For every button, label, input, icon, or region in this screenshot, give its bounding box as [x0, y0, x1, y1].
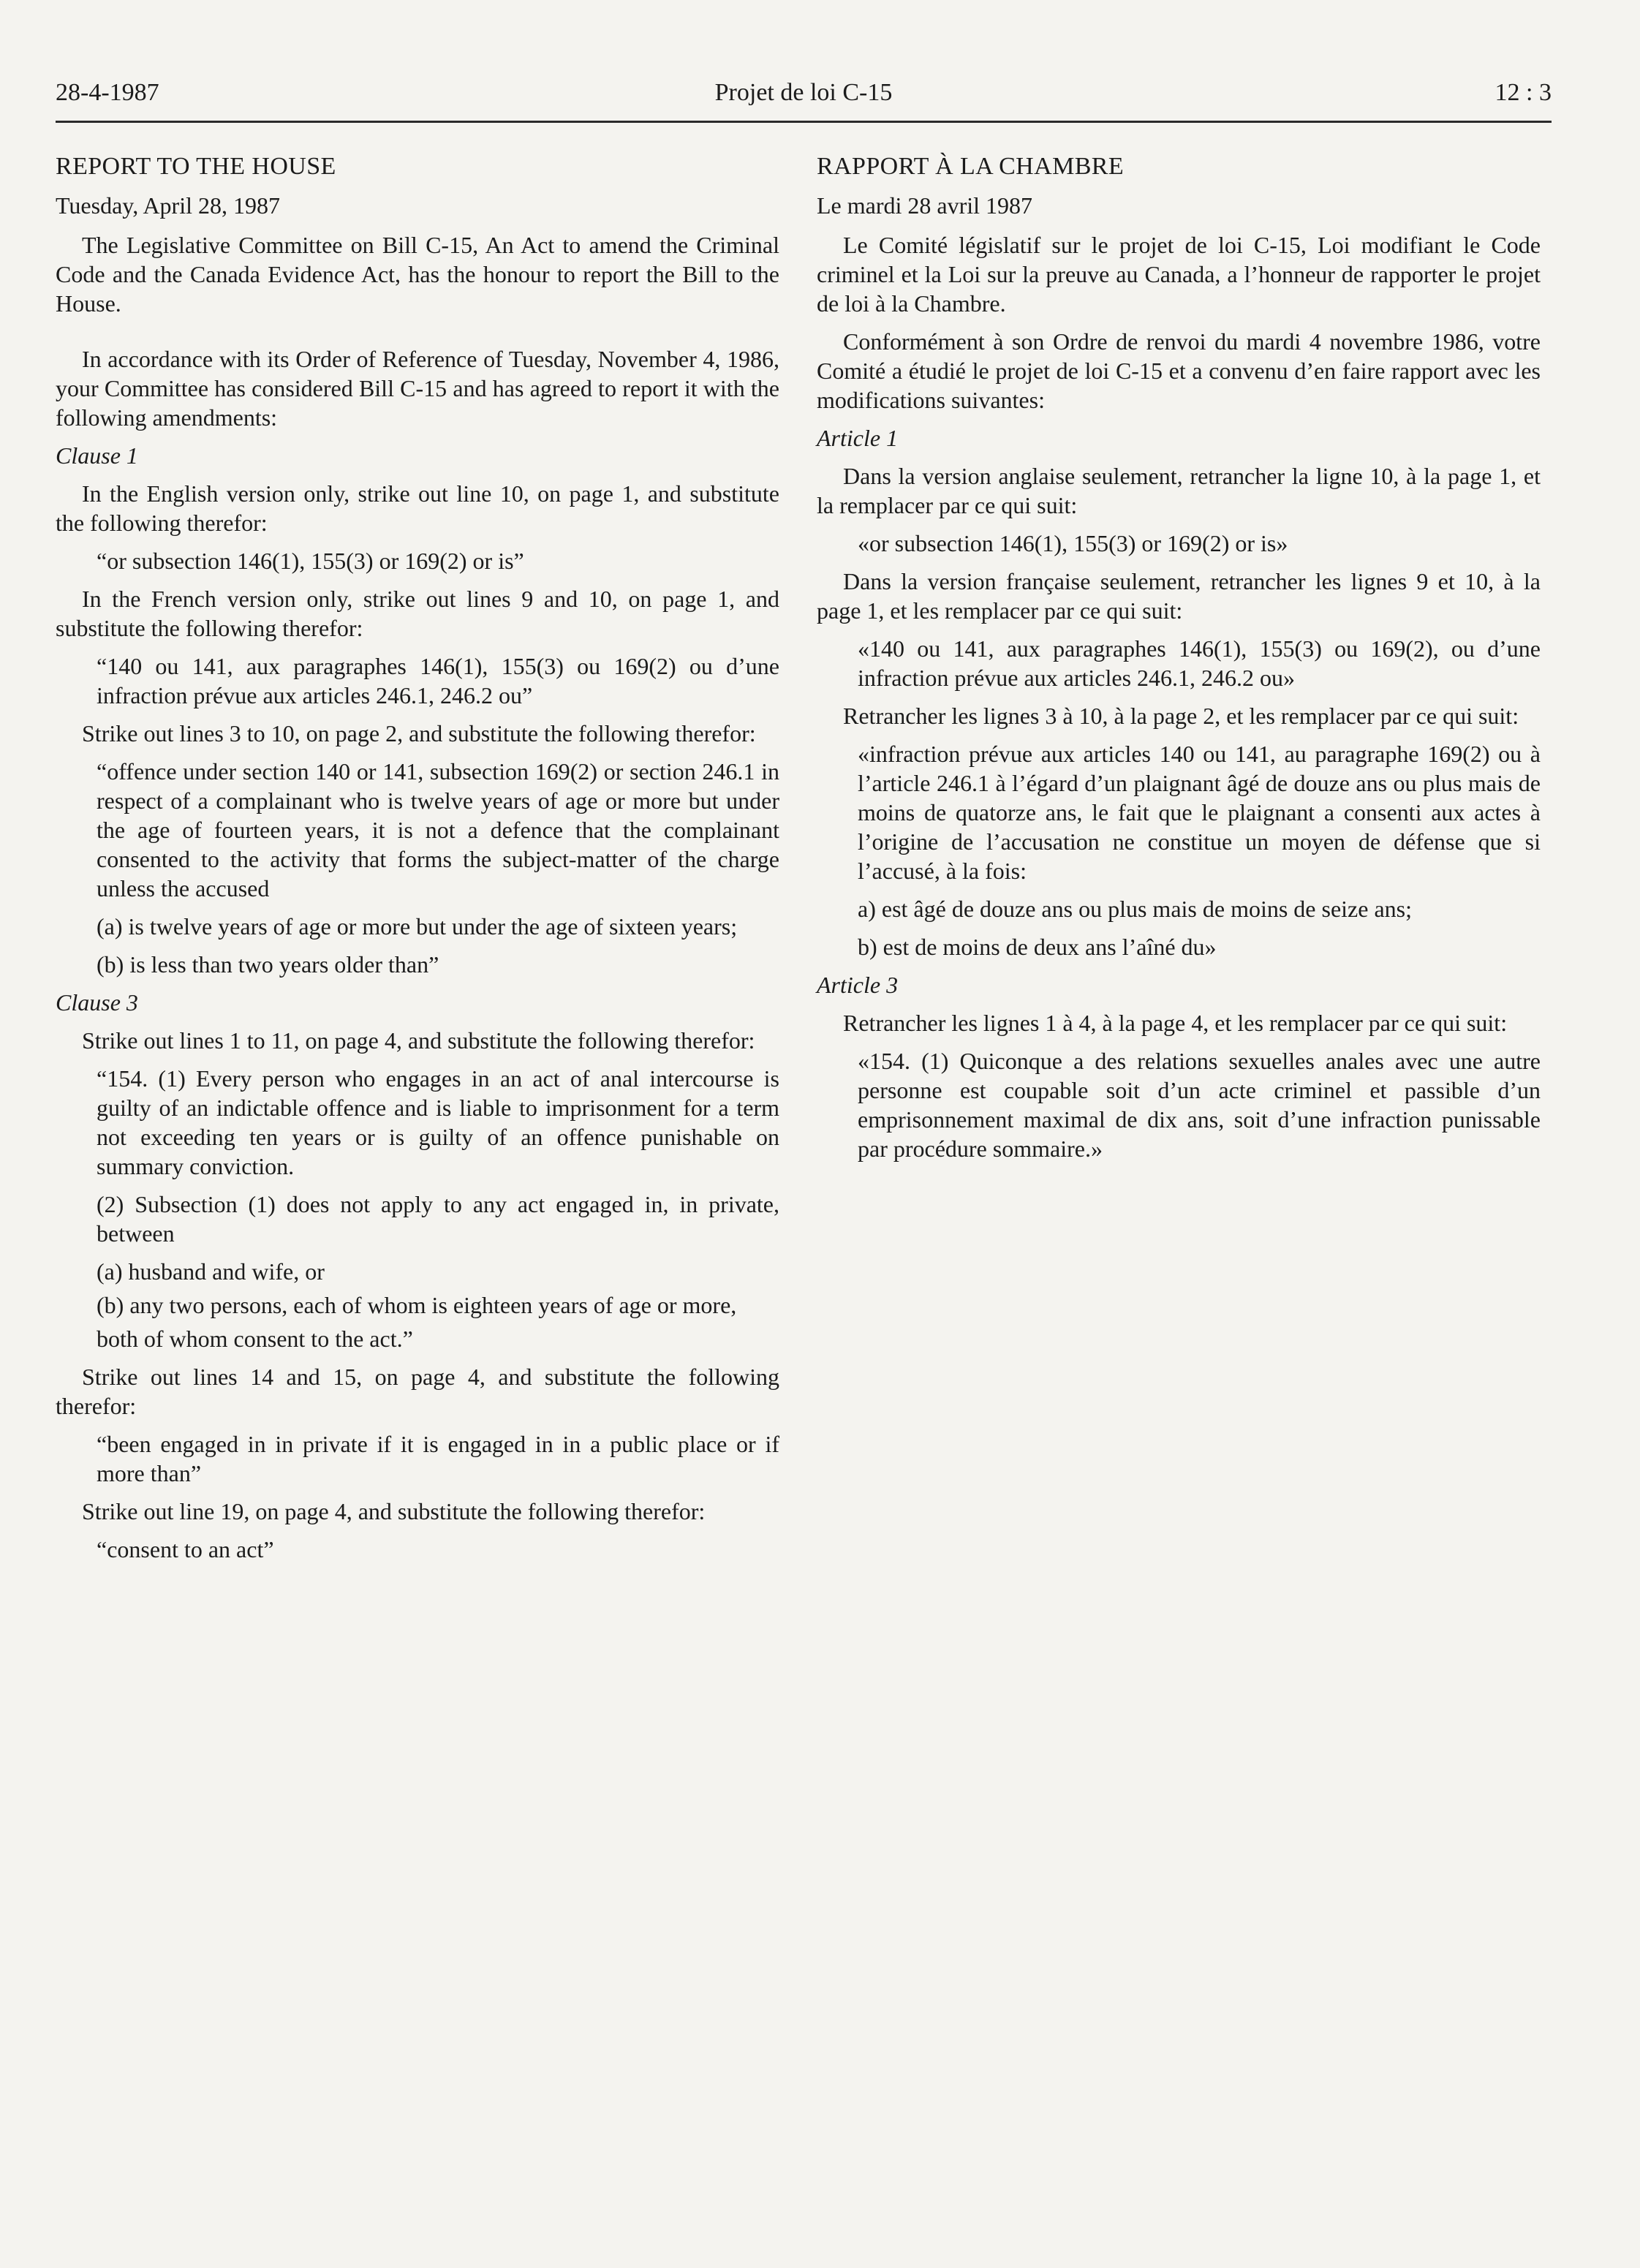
amendment-quote: both of whom consent to the act.”: [97, 1326, 413, 1352]
header-page-number: 12 : 3: [1494, 79, 1552, 106]
amendment-quote: (2) Subsection (1) does not apply to any act engaged in, in private, between: [97, 1191, 779, 1247]
intro-paragraph: Le Comité législatif sur le projet de loi C-15, Loi modifiant le Code criminel et la Loi sur la preuve au Canada, a l’honneur de rapporter le projet de loi à la Chambre.: [817, 232, 1541, 317]
report-date: Le mardi 28 avril 1987: [817, 192, 1033, 219]
header-rule: [56, 121, 1552, 123]
amendment-instruction: Strike out lines 1 to 11, on page 4, and substitute the following therefor:: [82, 1027, 755, 1054]
report-heading: REPORT TO THE HOUSE: [56, 153, 336, 180]
clause-heading: Article 1: [817, 425, 899, 451]
clause-heading: Clause 1: [56, 442, 138, 469]
amendment-quote: “been engaged in in private if it is engaged in in a public place or if more than”: [97, 1431, 779, 1486]
amendment-instruction: In the French version only, strike out lines 9 and 10, on page 1, and substitute the following therefor:: [56, 586, 779, 641]
amendment-instruction: Retrancher les lignes 1 à 4, à la page 4, et les remplacer par ce qui suit:: [843, 1010, 1508, 1036]
amendment-quote: «infraction prévue aux articles 140 ou 141, au paragraphe 169(2) ou à l’article 246.1 à l’égard d’un plaignant âgé de douze ans ou plus mais de moins de quatorze ans, le fait que le plaignant a consenti aux actes à l’origine de l’accusation ne constitue un moyen de défense que si l’accusé, à la fois:: [858, 741, 1541, 884]
amendment-quote: “or subsection 146(1), 155(3) or 169(2) or is”: [97, 548, 524, 574]
amendment-quote-item: b) est de moins de deux ans l’aîné du»: [858, 934, 1217, 960]
order-paragraph: In accordance with its Order of Reference of Tuesday, November 4, 1986, your Committee has considered Bill C-15 and has agreed to report it with the following amendments:: [56, 346, 779, 431]
page-header: [56, 79, 1552, 123]
clause-heading: Clause 3: [56, 989, 138, 1016]
amendment-quote-item: (a) is twelve years of age or more but under the age of sixteen years;: [97, 913, 738, 940]
amendment-instruction: Dans la version anglaise seulement, retrancher la ligne 10, à la page 1, et la remplacer par ce qui suit:: [817, 463, 1541, 518]
amendment-quote: “consent to an act”: [97, 1536, 274, 1562]
header-title: Projet de loi C-15: [714, 79, 893, 106]
amendment-quote: “140 ou 141, aux paragraphes 146(1), 155(3) ou 169(2) ou d’une infraction prévue aux articles 246.1, 246.2 ou”: [97, 653, 779, 708]
english-column: [56, 150, 779, 1573]
order-paragraph: Conformément à son Ordre de renvoi du mardi 4 novembre 1986, votre Comité a étudié le projet de loi C-15 et a convenu d’en faire rapport avec les modifications suivantes:: [817, 328, 1541, 413]
amendment-quote: “154. (1) Every person who engages in an act of anal intercourse is guilty of an indictable offence and is liable to imprisonment for a term not exceeding ten years or is guilty of an offence punishable on summary conviction.: [97, 1065, 779, 1179]
amendment-instruction: Strike out line 19, on page 4, and substitute the following therefor:: [82, 1498, 706, 1524]
clause-heading: Article 3: [817, 972, 899, 998]
amendment-instruction: Retrancher les lignes 3 à 10, à la page 2, et les remplacer par ce qui suit:: [843, 703, 1519, 729]
amendment-quote-item: (a) husband and wife, or: [97, 1258, 325, 1285]
amendment-instruction: In the English version only, strike out line 10, on page 1, and substitute the following therefor:: [56, 480, 779, 536]
report-date: Tuesday, April 28, 1987: [56, 192, 280, 219]
amendment-quote-item: (b) any two persons, each of whom is eighteen years of age or more,: [97, 1292, 737, 1318]
amendment-quote-item: a) est âgé de douze ans ou plus mais de moins de seize ans;: [858, 896, 1412, 922]
amendment-quote: «or subsection 146(1), 155(3) or 169(2) or is»: [858, 530, 1288, 556]
intro-paragraph: The Legislative Committee on Bill C-15, An Act to amend the Criminal Code and the Canada Evidence Act, has the honour to report the Bill to the House.: [56, 232, 779, 317]
amendment-quote: «154. (1) Quiconque a des relations sexuelles anales avec une autre personne est coupable soit d’un acte criminel et passible d’un emprisonnement maximal de dix ans, soit d’une infraction punissable par procédure sommaire.»: [858, 1048, 1541, 1162]
amendment-instruction: Strike out lines 14 and 15, on page 4, and substitute the following therefor:: [56, 1364, 779, 1419]
french-column: [817, 150, 1541, 1172]
amendment-quote: “offence under section 140 or 141, subsection 169(2) or section 246.1 in respect of a complainant who is twelve years of age or more but under the age of fourteen years, it is not a defence that the complainant consented to the activity that forms the subject-matter of the charge unless the accused: [97, 758, 779, 901]
amendment-quote: «140 ou 141, aux paragraphes 146(1), 155(3) ou 169(2), ou d’une infraction prévue aux articles 246.1, 246.2 ou»: [858, 635, 1541, 691]
amendment-instruction: Dans la version française seulement, retrancher les lignes 9 et 10, à la page 1, et les remplacer par ce qui suit:: [817, 568, 1541, 624]
amendment-instruction: Strike out lines 3 to 10, on page 2, and substitute the following therefor:: [82, 720, 756, 746]
report-heading: RAPPORT À LA CHAMBRE: [817, 153, 1125, 180]
header-date: 28-4-1987: [56, 79, 159, 106]
amendment-quote-item: (b) is less than two years older than”: [97, 951, 439, 978]
